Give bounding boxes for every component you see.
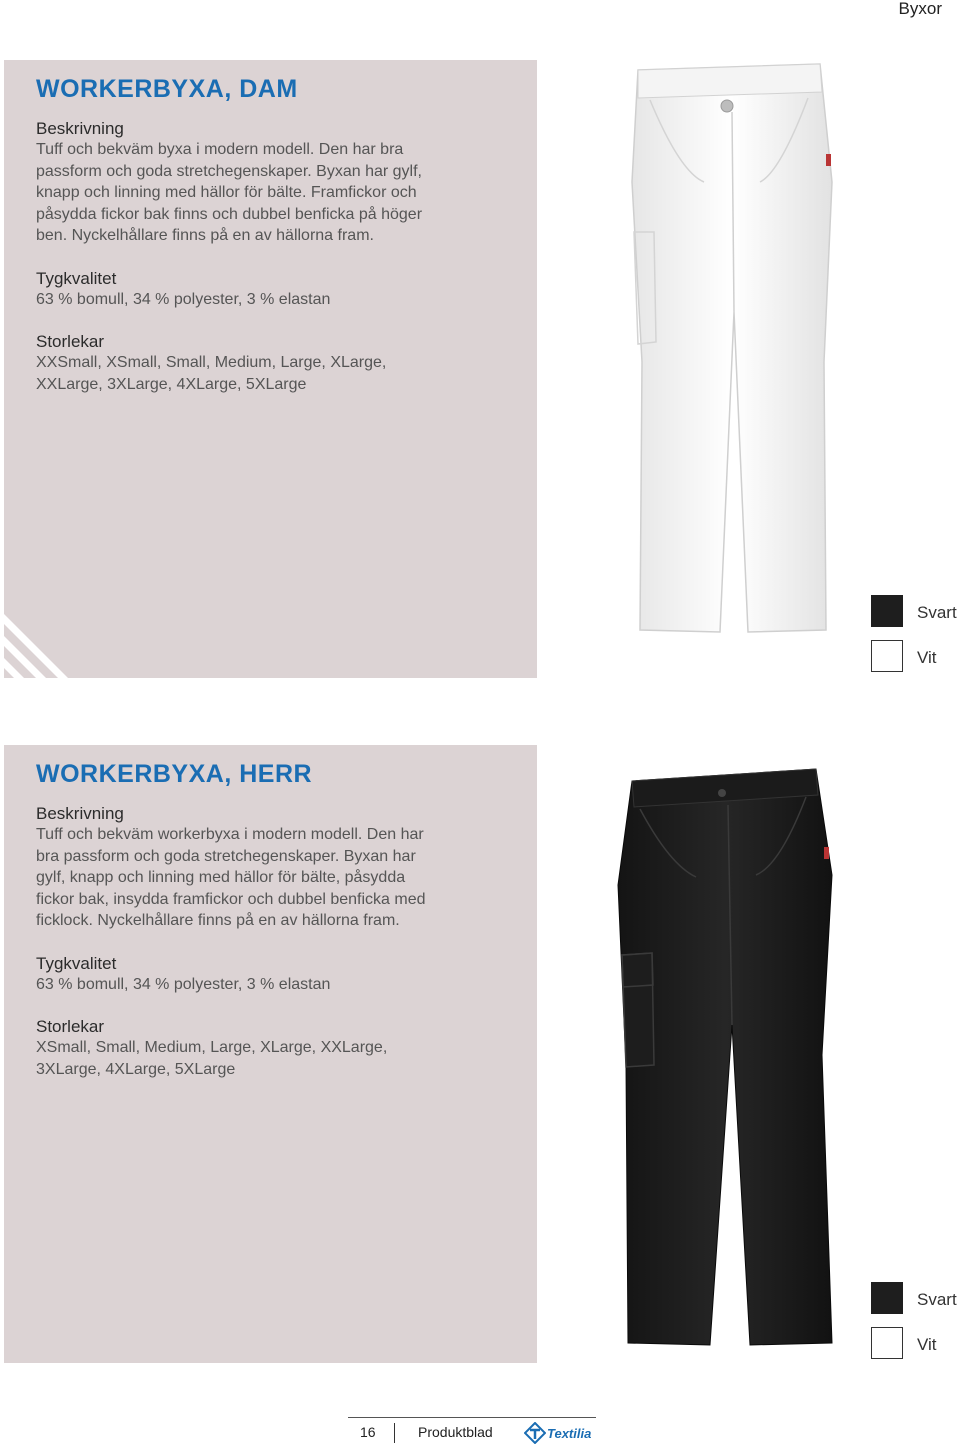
sizes-text: XSmall, Small, Medium, Large, XLarge, XXLarge, 3XLarge, 4XLarge, 5XLarge [36, 1039, 388, 1078]
footer-label: Produktblad [418, 1424, 493, 1440]
product-info [36, 759, 496, 1101]
color-label-white: Vit [917, 648, 937, 667]
fabric-heading: Tygkvalitet [36, 953, 117, 973]
white-trousers-image [620, 62, 850, 637]
fabric-text: 63 % bomull, 34 % polyester, 3 % elastan [36, 975, 331, 993]
fabric-heading: Tygkvalitet [36, 268, 117, 288]
fabric-text: 63 % bomull, 34 % polyester, 3 % elastan [36, 290, 331, 308]
color-swatch-white [871, 640, 903, 672]
description-heading: Beskrivning [36, 804, 124, 823]
footer-divider [394, 1423, 395, 1443]
product-title: WORKERBYXA, HERR [36, 760, 313, 788]
decorative-stripes [4, 608, 84, 678]
color-swatch-black [871, 1282, 903, 1314]
description-heading: Beskrivning [36, 119, 124, 138]
page-footer [348, 1417, 596, 1448]
black-trousers-image [610, 765, 855, 1350]
sizes-text: XXSmall, XSmall, Small, Medium, Large, XLarge, XXLarge, 3XLarge, 4XLarge, 5XLarge [36, 354, 387, 393]
product-panel-herr [4, 745, 537, 1363]
color-label-black: Svart [917, 603, 957, 622]
product-title: WORKERBYXA, DAM [36, 75, 298, 103]
description-text: Tuff och bekväm byxa i modern modell. Den har bra passform och goda stretchegenskaper. Byxan har gylf, knapp och linning med hällor för bälte. Framfickor och påsydda fickor bak finns och dubbel benficka på höger ben. Nyckelhållare finns på en av hällorna fram. [36, 141, 423, 244]
sizes-heading: Storlekar [36, 332, 105, 351]
description-text: Tuff och bekväm workerbyxa i modern modell. Den har bra passform och goda stretchegenskaper. Byxan har gylf, knapp och linning med hällor för bälte, påsydda fickor bak, insydda framfickor och dubbel benficka med ficklock. Nyckelhållare finns på en av hällorna fram. [36, 826, 426, 929]
color-swatch-white [871, 1327, 903, 1359]
sizes-heading: Storlekar [36, 1017, 105, 1036]
color-swatch-black [871, 595, 903, 627]
brand-logo-text: Textilia [547, 1426, 592, 1441]
product-info [36, 74, 496, 416]
color-label-white: Vit [917, 1335, 937, 1354]
page-number: 16 [360, 1424, 376, 1440]
brand-logo [524, 1421, 592, 1445]
color-label-black: Svart [917, 1290, 957, 1309]
product-panel-dam [4, 60, 537, 678]
brand-logo-icon [524, 1422, 546, 1444]
section-label: Byxor [898, 0, 942, 18]
